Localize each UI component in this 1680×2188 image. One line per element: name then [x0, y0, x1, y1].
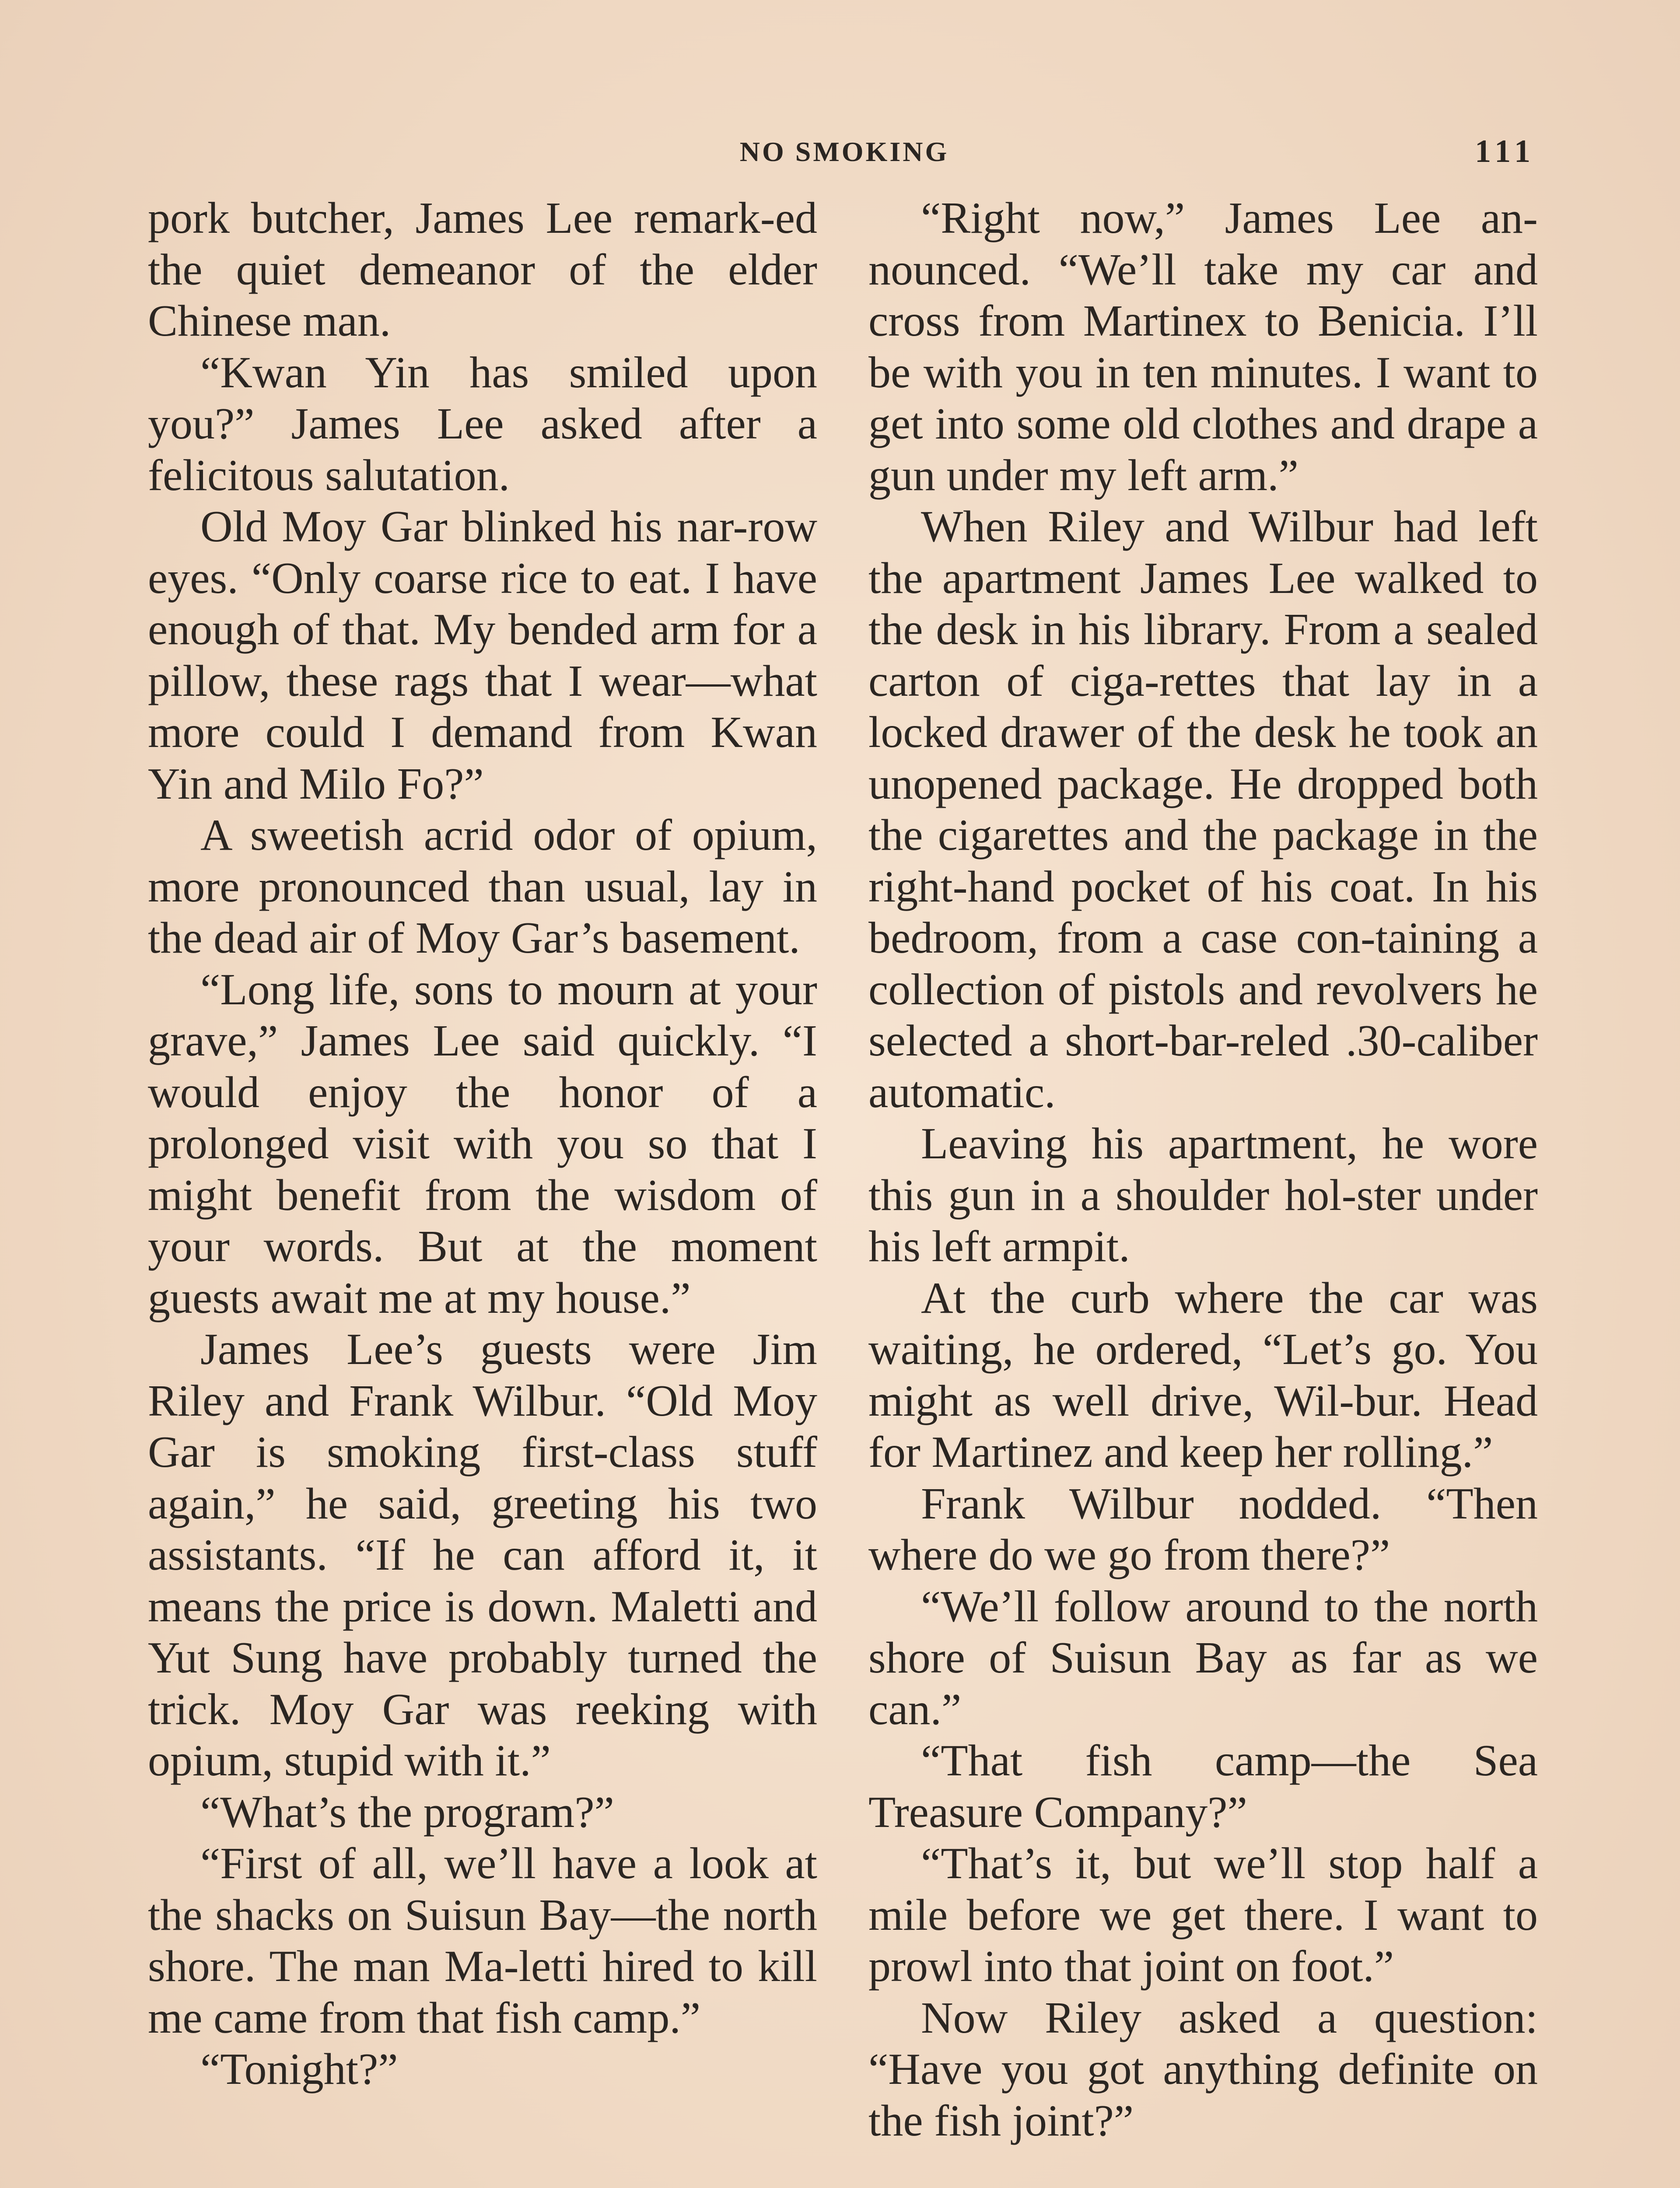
paragraph: “That’s it, but we’ll stop half a mile before we get there. I want to prowl into that joint on foot.”: [868, 1839, 1538, 1991]
page-number: 111: [1475, 133, 1536, 169]
paragraph: “Kwan Yin has smiled upon you?” James Lee asked after a felicitous salutation.: [148, 347, 817, 500]
paragraph: “Long life, sons to mourn at your grave,” James Lee said quickly. “I would enjoy the honor of a prolonged visit with you so that I might benefit from the wisdom of your words. But at the moment guests await me at my house.”: [148, 964, 817, 1323]
paragraph: James Lee’s guests were Jim Riley and Frank Wilbur. “Old Moy Gar is smoking first-class stuff again,” he said, greeting his two assistants. “If he can afford it, it means the price is down. Maletti and Yut Sung have probably turned the trick. Moy Gar was reeking with opium, stupid with it.”: [148, 1325, 817, 1785]
paragraph: “What’s the program?”: [200, 1787, 614, 1837]
paragraph: “That fish camp—the Sea Treasure Company?”: [868, 1736, 1538, 1837]
paragraph: “Tonight?”: [200, 2044, 398, 2094]
paragraph: Old Moy Gar blinked his nar-row eyes. “Only coarse rice to eat. I have enough of that. My bended arm for a pillow, these rags that I wear—what more could I demand from Kwan Yin and Milo Fo?”: [148, 502, 817, 809]
paragraph: At the curb where the car was waiting, he ordered, “Let’s go. You might as well drive, Wil-bur. Head for Martinez and keep her rolling.”: [868, 1273, 1538, 1477]
paragraph: “We’ll follow around to the north shore of Suisun Bay as far as we can.”: [868, 1581, 1538, 1734]
paragraph: Leaving his apartment, he wore this gun in a shoulder hol-ster under his left armpit.: [868, 1119, 1538, 1271]
left-column: [148, 193, 817, 2095]
paragraph: “Right now,” James Lee an-nounced. “We’ll take my car and cross from Martinex to Benicia. I’ll be with you in ten minutes. I want to get into some old clothes and drape a gun under my left arm.”: [868, 193, 1538, 500]
paragraph: When Riley and Wilbur had left the apartment James Lee walked to the desk in his library. From a sealed carton of ciga-rettes that lay in a locked drawer of the desk he took an unopened package. He dropped both the cigarettes and the package in the right-hand pocket of his coat. In his bedroom, from a case con-taining a collection of pistols and revolvers he selected a short-bar-reled .30-caliber automatic.: [868, 502, 1538, 1117]
paragraph: A sweetish acrid odor of opium, more pronounced than usual, lay in the dead air of Moy Gar’s basement.: [148, 810, 817, 963]
paragraph: pork butcher, James Lee remark-ed the quiet demeanor of the elder Chinese man.: [148, 193, 817, 346]
page-header: [0, 127, 1680, 175]
running-title: NO SMOKING: [739, 136, 949, 167]
paragraph: Frank Wilbur nodded. “Then where do we go from there?”: [868, 1479, 1538, 1580]
right-column: [868, 193, 1538, 2146]
paragraph: Now Riley asked a question: “Have you got anything definite on the fish joint?”: [868, 1993, 1538, 2146]
paragraph: “First of all, we’ll have a look at the shacks on Suisun Bay—the north shore. The man Ma-letti hired to kill me came from that fish camp.”: [148, 1839, 817, 2043]
